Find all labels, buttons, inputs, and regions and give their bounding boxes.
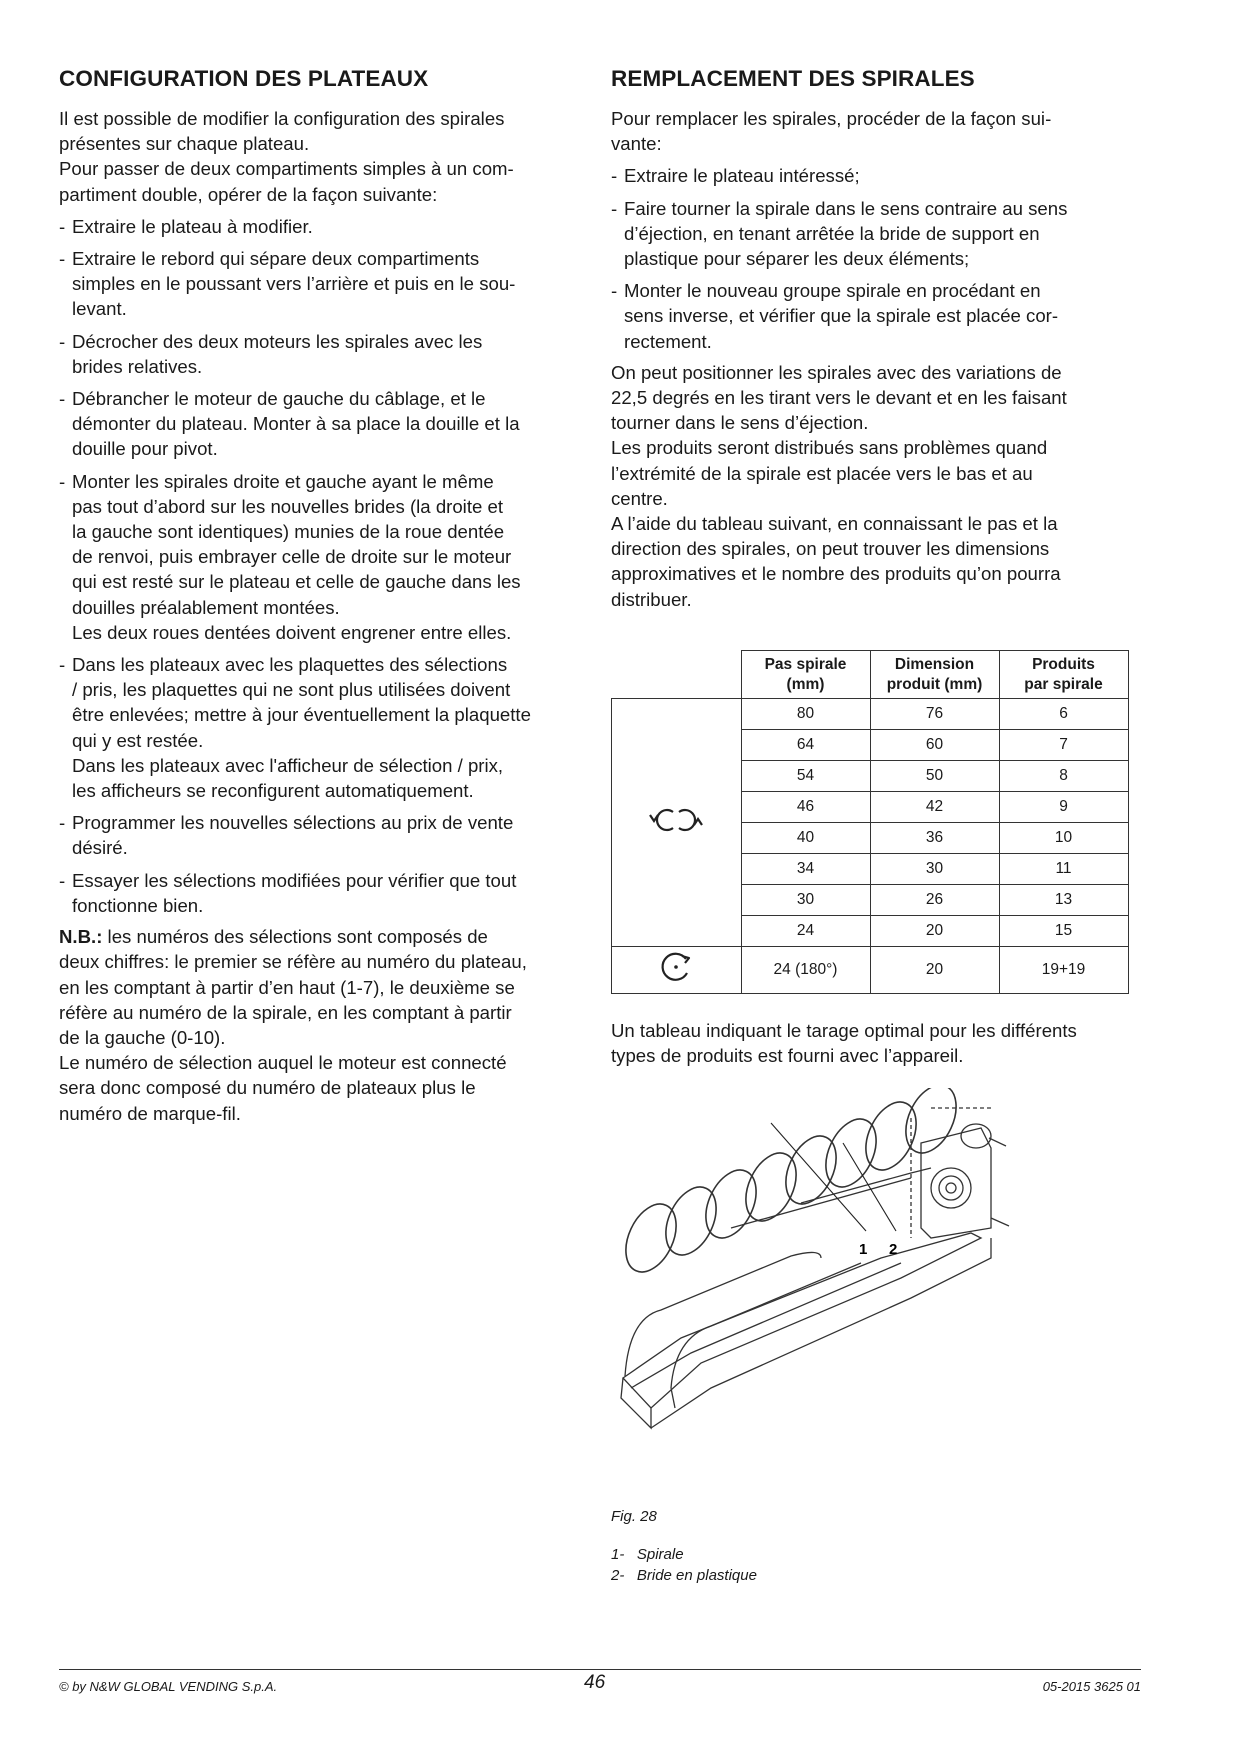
configuration-steps-list: [59, 214, 584, 918]
nb-paragraph: [59, 924, 584, 1126]
intro-paragraph-1: [59, 106, 584, 207]
text-line: Les produits seront distribués sans problèmes quand: [611, 437, 1048, 459]
text-line: approximatives et le nombre des produits qu’on pourra: [611, 563, 1061, 585]
table-cell: 34: [741, 854, 870, 885]
text-line: être enlevées; mettre à jour éventuellement la plaquette: [72, 704, 531, 726]
table-cell: 24 (180°): [741, 947, 870, 994]
text-line: Programmer les nouvelles sélections au prix de vente: [72, 812, 514, 834]
text-line: Extraire le plateau à modifier.: [72, 215, 313, 237]
double-spiral-rows: [612, 699, 1129, 947]
text-line: types de produits est fourni avec l’appareil.: [611, 1045, 964, 1067]
text-line: On peut positionner les spirales avec des variations de: [611, 361, 1062, 383]
bullet-dash: -: [59, 654, 66, 676]
text-line: en les comptant à partir d’en haut (1-7), le deuxième se: [59, 976, 515, 998]
text-line: les afficheurs se reconfigurent automatiquement.: [72, 780, 474, 802]
text-line: brides relatives.: [72, 355, 203, 377]
text-line: douille pour pivot.: [72, 438, 218, 460]
text-line: tourner dans le sens d’éjection.: [611, 412, 869, 434]
positioning-paragraph: [611, 360, 1141, 612]
bullet-dash: -: [611, 280, 618, 302]
table-cell: 36: [870, 823, 999, 854]
list-item: [59, 810, 584, 860]
spiral-dimensions-table: [611, 650, 1129, 994]
right-column: [611, 62, 1141, 612]
table-row: [612, 699, 1129, 730]
footer-reference: 05-2015 3625 01: [1042, 1679, 1141, 1694]
table-cell: 20: [870, 947, 999, 994]
text-line: d’éjection, en tenant arrêtée la bride de support en: [624, 222, 1040, 244]
single-spiral-icon-cell: [612, 947, 742, 994]
bullet-dash: -: [59, 869, 66, 891]
spiral-coil: [616, 1196, 686, 1280]
text-line: Dans les plateaux avec l'afficheur de sélection / prix,: [72, 754, 504, 776]
list-item: [59, 652, 584, 803]
footer-divider: [59, 1669, 1141, 1670]
list-item: [59, 329, 584, 379]
list-item: [611, 163, 1141, 188]
text-line: présentes sur chaque plateau.: [59, 133, 310, 155]
text-line: désiré.: [72, 837, 128, 859]
left-column: [59, 62, 584, 1126]
spiral-figure: [611, 1088, 1141, 1518]
text-line: fonctionne bien.: [72, 894, 204, 916]
callout-1: 1: [859, 1241, 868, 1258]
table-cell: 19+19: [999, 947, 1128, 994]
bullet-dash: -: [59, 812, 66, 834]
spiral-coil: [856, 1094, 926, 1178]
table-cell: 46: [741, 792, 870, 823]
text-line: l’extrémité de la spirale est placée vers le bas et au: [611, 462, 1033, 484]
text-line: de renvoi, puis embrayer celle de droite sur le moteur: [72, 546, 512, 568]
text-line: Un tableau indiquant le tarage optimal pour les différents: [611, 1020, 1077, 1041]
bullet-dash: -: [59, 248, 66, 270]
table-cell: 50: [870, 761, 999, 792]
text-line: centre.: [611, 487, 668, 509]
table-cell: 20: [870, 916, 999, 947]
text-line: direction des spirales, on peut trouver les dimensions: [611, 538, 1050, 560]
text-line: Décrocher des deux moteurs les spirales avec les: [72, 330, 483, 352]
text-line: sens inverse, et vérifier que la spirale est placée cor-: [624, 305, 1059, 327]
text-line: qui est resté sur le plateau et celle de gauche dans les: [72, 571, 521, 593]
table-cell: 15: [999, 916, 1128, 947]
column-header-dimension: Dimension produit (mm): [870, 651, 999, 699]
text-line: Extraire le rebord qui sépare deux compartiments: [72, 248, 480, 270]
text-line: Extraire le plateau intéressé;: [624, 165, 860, 187]
text-line: rectement.: [624, 330, 712, 352]
text-line: Débrancher le moteur de gauche du câblage, et le: [72, 388, 486, 410]
calibration-note: [611, 1018, 1141, 1068]
text-line: Le numéro de sélection auquel le moteur est connecté: [59, 1052, 507, 1074]
list-item: [611, 278, 1141, 354]
text-line: la gauche sont identiques) munies de la roue dentée: [72, 521, 505, 543]
list-item: [59, 214, 584, 239]
text-line: démonter du plateau. Monter à sa place la douille et la: [72, 413, 520, 435]
text-line: numéro de marque-fil.: [59, 1102, 241, 1124]
text-line: pas tout d’abord sur les nouvelles brides (la droite et: [72, 495, 503, 517]
text-line: douilles préalablement montées.: [72, 596, 340, 618]
list-item: [59, 386, 584, 462]
figure-label: Fig. 28: [611, 1508, 657, 1525]
legend-item-2: 2- Bride en plastique: [611, 1567, 757, 1584]
text-line: vante:: [611, 133, 662, 155]
table-cell: 42: [870, 792, 999, 823]
list-item: [59, 868, 584, 918]
table-corner-cell: [612, 651, 742, 699]
double-spiral-rotation-icon: [646, 803, 706, 837]
text-line: sera donc composé du numéro de plateaux plus le: [59, 1077, 476, 1099]
text-line: Il est possible de modifier la configuration des spirales: [59, 108, 505, 129]
bullet-dash: -: [611, 197, 618, 219]
table-cell: 24: [741, 916, 870, 947]
table-cell: 64: [741, 730, 870, 761]
bullet-dash: -: [59, 215, 66, 237]
bullet-dash: -: [59, 388, 66, 410]
text-line: simples en le poussant vers l’arrière et puis en le sou-: [72, 273, 516, 295]
table-cell: 76: [870, 699, 999, 730]
table-row: [612, 947, 1129, 994]
footer-copyright: © by N&W GLOBAL VENDING S.p.A.: [59, 1679, 278, 1694]
bullet-dash: -: [59, 470, 66, 492]
text-line: distribuer.: [611, 588, 692, 610]
text-line: A l’aide du tableau suivant, en connaissant le pas et la: [611, 513, 1058, 535]
table-cell: 8: [999, 761, 1128, 792]
list-item: [59, 469, 584, 645]
table-header-row: [612, 651, 1129, 699]
table-cell: 30: [741, 885, 870, 916]
text-line: réfère au numéro de la spirale, en les comptant à partir: [59, 1001, 512, 1023]
list-item: [611, 196, 1141, 272]
text-line: Dans les plateaux avec les plaquettes des sélections: [72, 654, 508, 676]
text-line: deux chiffres: le premier se réfère au numéro du plateau,: [59, 951, 527, 973]
table-cell: 11: [999, 854, 1128, 885]
text-line: plastique pour séparer les deux éléments;: [624, 248, 970, 270]
text-line: qui y est restée.: [72, 729, 204, 751]
spiral-coil: [896, 1088, 966, 1161]
text-line: les numéros des sélections sont composés de: [102, 926, 488, 948]
list-item: [59, 246, 584, 322]
text-line: partiment double, opérer de la façon suivante:: [59, 183, 438, 205]
text-line: Pour remplacer les spirales, procéder de la façon sui-: [611, 108, 1052, 129]
text-line: 22,5 degrés en les tirant vers le devant et en les faisant: [611, 387, 1067, 409]
table-cell: 9: [999, 792, 1128, 823]
single-spiral-rotation-icon: [656, 951, 696, 985]
legend-item-1: 1- Spirale: [611, 1546, 684, 1563]
section-title-remplacement: REMPLACEMENT DES SPIRALES: [611, 66, 975, 91]
callout-2: 2: [889, 1241, 898, 1258]
table-cell: 30: [870, 854, 999, 885]
column-header-pitch: Pas spirale (mm): [741, 651, 870, 699]
spiral-coil: [656, 1179, 726, 1263]
table-cell: 80: [741, 699, 870, 730]
text-line: de la gauche (0-10).: [59, 1026, 226, 1048]
text-line: Faire tourner la spirale dans le sens contraire au sens: [624, 197, 1068, 219]
text-line: Monter le nouveau groupe spirale en procédant en: [624, 280, 1041, 302]
replacement-steps-list: [611, 163, 1141, 353]
table-cell: 54: [741, 761, 870, 792]
intro-paragraph-right: [611, 106, 1141, 156]
table-cell: 60: [870, 730, 999, 761]
table-cell: 40: [741, 823, 870, 854]
page-number: 46: [584, 1672, 606, 1693]
table-cell: 13: [999, 885, 1128, 916]
text-line: Essayer les sélections modifiées pour vérifier que tout: [72, 869, 517, 891]
table-cell: 6: [999, 699, 1128, 730]
column-header-products: Produits par spirale: [999, 651, 1128, 699]
table-cell: 10: [999, 823, 1128, 854]
text-line: levant.: [72, 298, 127, 320]
section-title-configuration: CONFIGURATION DES PLATEAUX: [59, 66, 429, 91]
text-line: Les deux roues dentées doivent engrener entre elles.: [72, 621, 512, 643]
table-cell: 26: [870, 885, 999, 916]
text-line: / pris, les plaquettes qui ne sont plus utilisées doivent: [72, 679, 511, 701]
bullet-dash: -: [611, 165, 618, 187]
nb-label: N.B.:: [59, 926, 103, 948]
spiral-assembly-illustration: [611, 1088, 1141, 1518]
text-line: Pour passer de deux compartiments simples à un com-: [59, 158, 514, 180]
bullet-dash: -: [59, 330, 66, 352]
table-cell: 7: [999, 730, 1128, 761]
spiral-coil: [696, 1162, 766, 1246]
double-spiral-icon-cell: [612, 699, 742, 947]
text-line: Monter les spirales droite et gauche ayant le même: [72, 470, 494, 492]
